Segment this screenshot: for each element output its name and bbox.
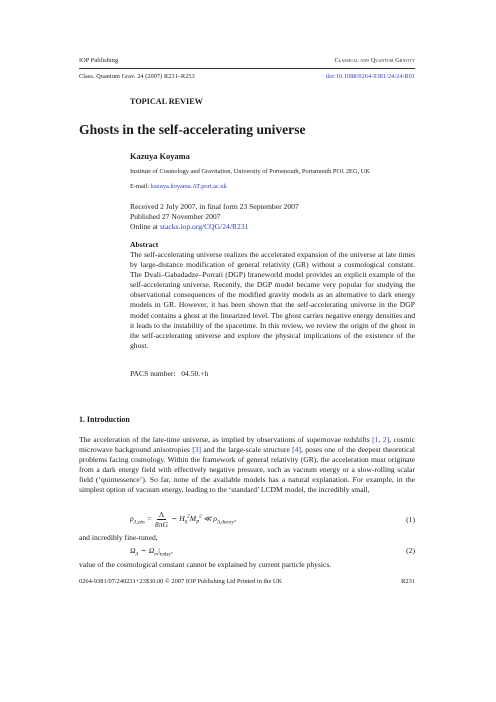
eq1-fraction: $\frac{\Lambda}{8\pi G}$	[154, 510, 168, 529]
header-rule	[79, 68, 415, 69]
abstract-text: The self-accelerating universe realizes the accelerated expansion of the universe at late times by large-distance modification of general relativity (GR) without a cosmological constant. The Dvali–Gabadadze–Porrati (DGP) braneworld model provides an explicit example of the self-accelerating universe. Recently, the DGP model became very popular for studying the observational consequences of the modified gravity models as an alternative to dark energy models in GR. However, it has been shown that the self-accelerating universe in the DGP model contains a ghost at the linearized level. The ghost carries negative energy densities and it leads to the instability of the spacetime. In this review, we review the origin of the ghost in the self-accelerating universe and explore the physical implications of the existence of the ghost.	[130, 250, 415, 350]
eq1-lhs: $\rho_{\Lambda,obs}$ =	[130, 513, 152, 526]
affiliation: Institute of Cosmology and Gravitation, University of Portsmouth, Portsmouth PO1 2EG, UK	[130, 168, 370, 175]
pacs-value: 04.50.+h	[181, 369, 209, 378]
online-label: Online at	[130, 221, 159, 231]
ref-link-4[interactable]: [4]	[292, 445, 302, 455]
email-link[interactable]: kazuya.koyama.AT.port.ac.uk	[150, 183, 227, 190]
published-date: Published 27 November 2007	[130, 211, 221, 221]
online-line	[130, 222, 299, 232]
email-label: E-mail:	[130, 183, 150, 190]
after-text: value of the cosmological constant cannot be explained by current particle physics.	[79, 560, 332, 569]
intro-text-c: and the large-scale structure	[201, 445, 290, 455]
online-url-link[interactable]: stacks.iop.org/CQG/24/R231	[159, 221, 249, 231]
section-heading: 1. Introduction	[79, 415, 130, 424]
email-line	[130, 183, 227, 190]
eq1-number: (1)	[406, 515, 415, 524]
author-name: Kazuya Koyama	[130, 152, 190, 161]
received-date: Received 2 July 2007, in final form 23 September 2007	[130, 202, 299, 211]
footer-info: 0264-9381/07/240231+23$30.00 © 2007 IOP Publishing Ltd Printed in the UK	[79, 578, 283, 585]
journal-name: Classical and Quantum Gravity	[334, 57, 415, 64]
article-type: TOPICAL REVIEW	[130, 97, 203, 106]
pacs-line	[130, 369, 208, 379]
intro-text-b: , cosmic microwave background anisotropies	[79, 435, 415, 455]
equation-1	[130, 510, 236, 529]
page-number: R231	[401, 578, 415, 585]
abstract-heading: Abstract	[130, 240, 159, 249]
ref-link-1-2[interactable]: [1, 2]	[372, 435, 390, 444]
intro-paragraph	[79, 435, 415, 496]
pacs-label: PACS number:	[130, 369, 176, 378]
page-title: Ghosts in the self-accelerating universe	[79, 122, 306, 137]
intro-text-a: The acceleration of the late-time universe, as implied by observations of supernovae redshifts	[79, 435, 370, 444]
eq1-rhs: ∼ $H_0^2M_P^2$ ≪ $\rho_{\Lambda,theory}$,	[171, 513, 236, 526]
eq2-number: (2)	[406, 546, 415, 555]
citation: Class. Quantum Grav. 24 (2007) R231–R253	[79, 73, 195, 80]
intro-text-d: , poses one of the deepest theoretical problems facing cosmology. Within the framework of general relativity (GR), the acceleration must originate from a dark energy field with effectively negative pressure, such as vacuum energy or a slow-rolling scalar field (‘quintessence’). So far, none of the available models has a natural explanation. For example, in the simplest option of vacuum energy, leading to the ‘standard’ LCDM model, the incredibly small,	[79, 445, 415, 495]
between-text: and incredibly fine-tuned,	[79, 533, 158, 542]
publisher-name: IOP Publishing	[79, 57, 119, 64]
doi-link[interactable]: doi:10.1088/0264-9381/24/24/R01	[325, 73, 415, 80]
dates-block	[130, 202, 299, 231]
ref-link-3[interactable]: [3]	[192, 445, 202, 455]
equation-2: $\Omega_\Lambda$ ∼ $\Omega_m|_{today}$,	[130, 546, 173, 558]
